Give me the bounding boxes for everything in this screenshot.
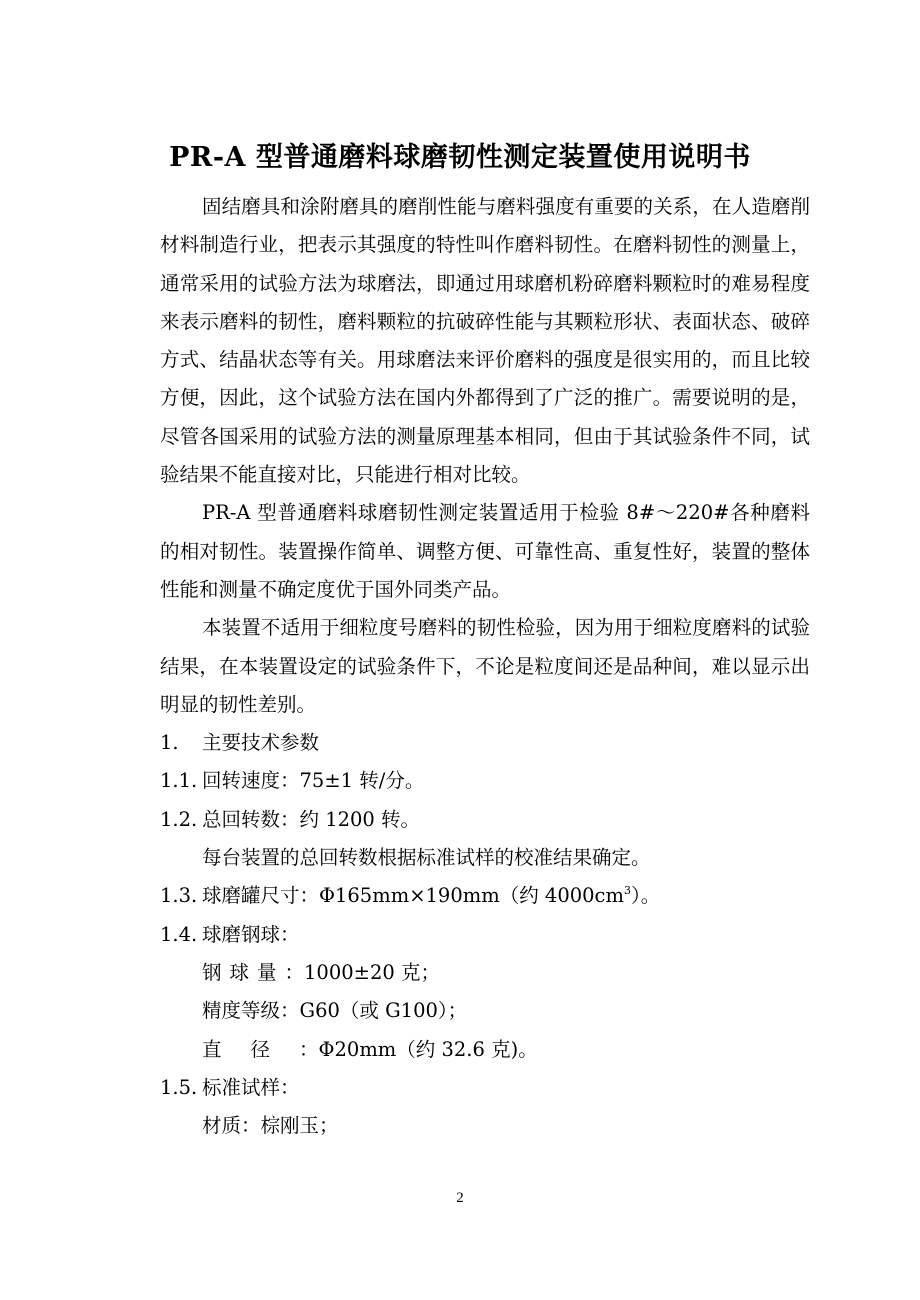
item-speed [160, 762, 810, 800]
ball-diameter-line [160, 1031, 810, 1069]
item-text: 回转速度：75±1 转/分。 [202, 769, 425, 793]
item-sample [160, 1069, 810, 1107]
ball-diameter-label: 直径 [202, 1037, 300, 1061]
item-number: 1.3. [160, 884, 198, 908]
item-suffix: ）。 [630, 884, 661, 908]
document-title: PR-A 型普通磨料球磨韧性测定装置使用说明书 [169, 142, 751, 173]
document-body [160, 188, 810, 1145]
superscript: 3 [623, 884, 631, 898]
item-revolutions [160, 801, 810, 839]
applicability-paragraph: PR-A 型普通磨料球磨韧性测定装置适用于检验 8#～220#各种磨料的相对韧性。装置操作简单、调整方便、可靠性高、重复性好，装置的整体性能和测量不确定度优于国外同类产品。 [160, 501, 810, 601]
item-jar [160, 877, 810, 915]
page-number: 2 [456, 1190, 464, 1206]
ball-mass-label: 钢球量 [202, 960, 285, 984]
item-text: 标准试样： [202, 1075, 300, 1099]
ball-grade-line [160, 992, 810, 1030]
item-text: 总回转数：约 1200 转。 [202, 807, 421, 831]
item-balls [160, 916, 810, 954]
ball-diameter-value: ：Φ20mm（约 32.6 克)。 [299, 1037, 538, 1061]
sample-material-line: 材质：棕刚玉； [202, 1114, 339, 1138]
ball-grade-label: 精度等级 [202, 999, 281, 1023]
item-number: 1.1. [160, 769, 198, 793]
limitation-paragraph: 本装置不适用于细粒度号磨料的韧性检验，因为用于细粒度磨料的试验结果，在本装置设定的试验条件下，不论是粒度间还是品种间，难以显示出明显的韧性差别。 [160, 616, 810, 716]
item-number: 1.2. [160, 807, 198, 831]
item-number: 1.5. [160, 1075, 198, 1099]
item-text: 球磨钢球： [202, 922, 300, 946]
revolutions-note: 每台装置的总回转数根据标准试样的校准结果确定。 [202, 846, 651, 870]
section-title: 主要技术参数 [202, 731, 320, 755]
section-heading [160, 724, 810, 762]
item-number: 1.4. [160, 922, 198, 946]
ball-mass-value: ：1000±20 克； [284, 960, 440, 984]
section-number: 1. [160, 731, 179, 755]
ball-grade-value: ：G60（或 G100）； [280, 999, 468, 1023]
intro-paragraph: 固结磨具和涂附磨具的磨削性能与磨料强度有重要的关系，在人造磨削材料制造行业，把表示其强度的特性叫作磨料韧性。在磨料韧性的测量上，通常采用的试验方法为球磨法，即通过用球磨机粉碎磨料颗粒时的难易程度来表示磨料的韧性，磨料颗粒的抗破碎性能与其颗粒形状、表面状态、破碎方式、结晶状态等有关。用球磨法来评价磨料的强度是很实用的，而且比较方便，因此，这个试验方法在国内外都得到了广泛的推广。需要说明的是，尽管各国采用的试验方法的测量原理基本相同，但由于其试验条件不同，试验结果不能直接对比，只能进行相对比较。 [160, 195, 810, 487]
item-text: 球磨罐尺寸：Φ165mm×190mm（约 4000cm [202, 884, 624, 908]
ball-mass-line [160, 954, 810, 992]
